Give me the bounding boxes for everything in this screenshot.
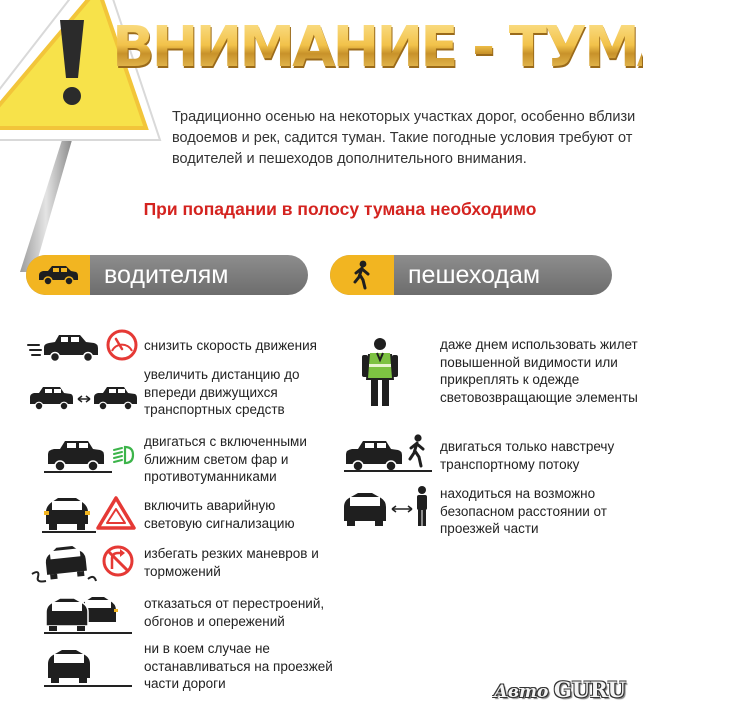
car-icon <box>36 263 80 287</box>
drivers-heading: водителям <box>104 260 229 289</box>
pedestrians-item-2-text: двигаться только навстречу транспортному потоку <box>440 439 615 472</box>
pedestrians-item-1-text: даже днем использовать жилет повышенной видимости или прикреплять к одежде световозвращающие элементы <box>440 337 638 405</box>
watermark-big: GURU <box>553 677 626 702</box>
car-on-road-icon <box>44 640 140 694</box>
car-facing-walking-person-icon <box>344 432 434 472</box>
drivers-header <box>26 255 308 295</box>
pedestrians-item-3 <box>340 485 642 540</box>
drivers-item-7 <box>44 640 333 695</box>
car-hazard-triangle-icon <box>40 494 140 534</box>
drivers-item-6 <box>44 592 326 637</box>
car-skid-no-sharp-turn-icon <box>30 541 140 585</box>
car-overtaking-icon <box>44 592 140 636</box>
drivers-item-1 <box>26 326 326 366</box>
drivers-item-4-text: включить аварийную световую сигнализацию <box>144 498 295 531</box>
drivers-header-badge <box>26 255 90 295</box>
drivers-item-3-text: двигаться с включенными ближним светом фар и противотуманниками <box>144 434 307 484</box>
pedestrians-header-badge <box>330 255 394 295</box>
watermark-small: Авто <box>494 682 549 702</box>
watermark <box>494 677 626 702</box>
drivers-item-7-text: ни в коем случае не останавливаться на проезжей части дороги <box>144 641 333 691</box>
drivers-item-6-text: отказаться от перестроений, обгонов и опережений <box>144 596 325 629</box>
drivers-item-5 <box>30 541 326 586</box>
section-subtitle: При попадании в полосу тумана необходимо <box>143 199 537 219</box>
reflective-vest-person-icon <box>350 336 410 408</box>
pedestrians-item-2 <box>344 432 642 478</box>
drivers-item-2-text: увеличить дистанцию до впереди движущихся транспортных средств <box>144 367 300 417</box>
drivers-item-2 <box>26 366 326 421</box>
drivers-item-5-text: избегать резких маневров и торможений <box>144 546 319 579</box>
drivers-item-1-text: снизить скорость движения <box>144 338 317 353</box>
car-dipped-headlights-icon <box>40 434 140 474</box>
intro-paragraph: Традиционно осенью на некоторых участках дорог, особенно вблизи водоемов и рек, садится туман. Такие погодные условия требуют от водителей и пешеходов дополнительного внимания. <box>172 109 636 167</box>
page-title: ВНИМАНИЕ - ТУМАН! <box>112 15 744 80</box>
two-cars-distance-icon <box>26 366 141 416</box>
car-person-distance-icon <box>340 485 436 529</box>
speeding-car-speedometer-icon <box>26 326 141 366</box>
pedestrians-header <box>330 255 612 295</box>
pedestrians-item-3-text: находиться на возможно безопасном расстоянии от проезжей части <box>440 486 607 536</box>
drivers-item-3 <box>40 434 326 489</box>
pedestrians-heading: пешеходам <box>408 260 541 289</box>
pedestrians-item-1 <box>350 336 642 426</box>
walking-person-icon <box>349 260 375 290</box>
drivers-item-4 <box>40 494 326 534</box>
